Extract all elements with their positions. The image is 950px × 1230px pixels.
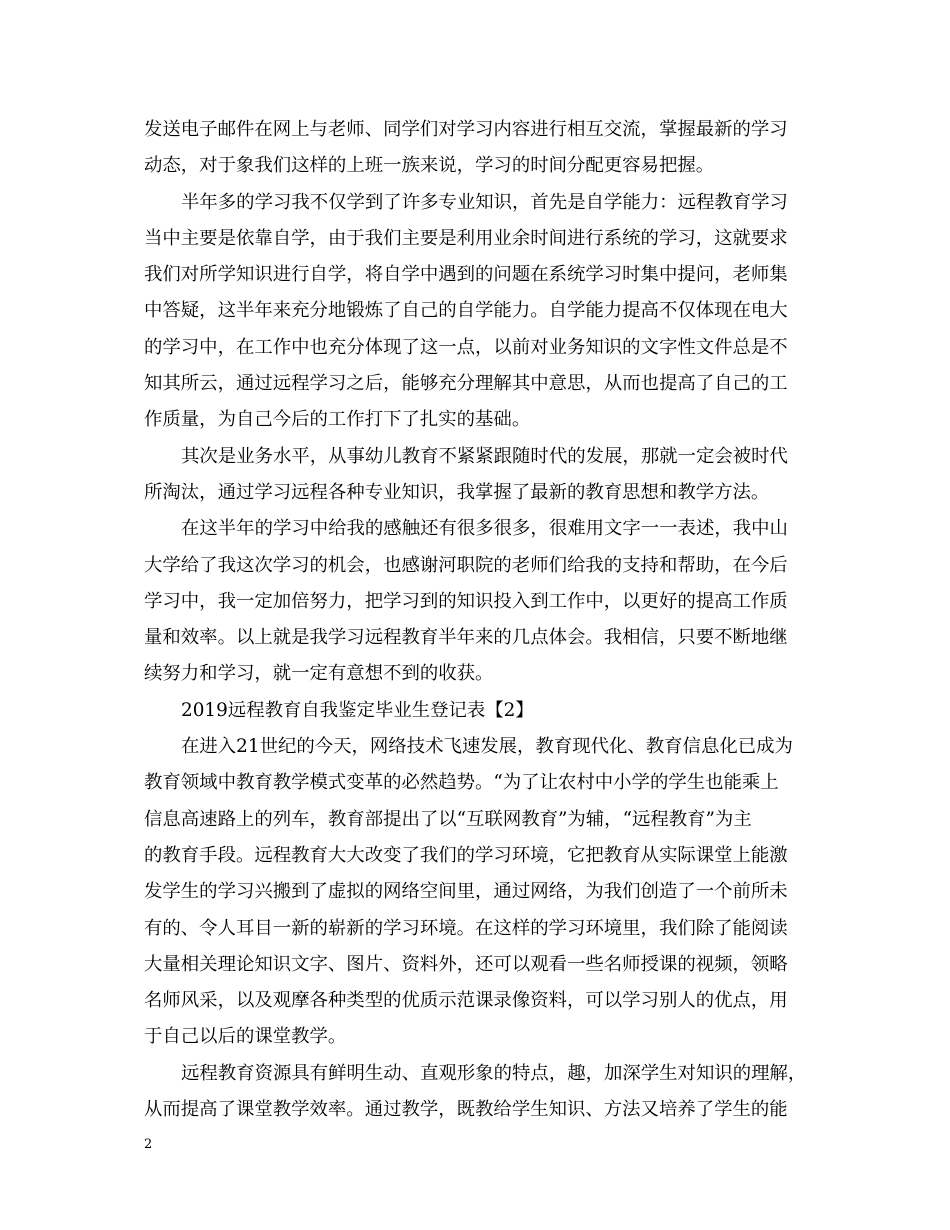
text-line: 知其所云，通过远程学习之后，能够充分理解其中意思，从而也提高了自己的工 (144, 373, 788, 395)
text-line: 半年多的学习我不仅学到了许多专业知识，首先是自学能力：远程教育学习 (181, 191, 788, 213)
text-line: 学习中，我一定加倍努力，把学习到的知识投入到工作中，以更好的提高工作质 (144, 590, 788, 612)
paragraph (144, 511, 824, 692)
paragraph (144, 439, 824, 512)
text-line: 大量相关理论知识文字、图片、资料外，还可以观看一些名师授课的视频，领略 (144, 953, 788, 975)
text-line: 发送电子邮件在网上与老师、同学们对学习内容进行相互交流，掌握最新的学习 (144, 119, 788, 140)
paragraph (144, 1056, 824, 1129)
page-number: 2 (144, 1137, 153, 1152)
text-line: 当中主要是依靠自学，由于我们主要是利用业余时间进行系统的学习，这就要求 (144, 227, 788, 249)
text-line: 名师风采，以及观摩各种类型的优质示范课录像资料，可以学习别人的优点，用 (144, 990, 788, 1012)
text-line: 续努力和学习，就一定有意想不到的收获。 (144, 663, 494, 685)
text-line: 的教育手段。远程教育大大改变了我们的学习环境，它把教育从实际课堂上能激 (144, 844, 788, 866)
text-line: 在进入21世纪的今天，网络技术飞速发展，教育现代化、教育信息化已成为 (181, 736, 793, 758)
text-line: 信息高速路上的列车，教育部提出了以“互联网教育”为辅，“远程教育”为主 (144, 808, 752, 830)
text-line: 远程教育资源具有鲜明生动、直观形象的特点，趣，加深学生对知识的理解， (181, 1062, 807, 1084)
text-line: 有的、令人耳目一新的崭新的学习环境。在这样的学习环境里，我们除了能阅读 (144, 917, 788, 939)
text-line: 中答疑，这半年来充分地锻炼了自己的自学能力。自学能力提高不仅体现在电大 (144, 300, 788, 322)
paragraph (144, 729, 824, 1056)
text-line: 从而提高了课堂教学效率。通过教学，既教给学生知识、方法又培养了学生的能 (144, 1099, 788, 1121)
body-text (144, 112, 824, 1128)
text-line: 作质量，为自己今后的工作打下了扎实的基础。 (144, 409, 531, 431)
text-line: 动态，对于象我们这样的上班一族来说，学习的时间分配更容易把握。 (144, 155, 715, 177)
paragraph (144, 112, 824, 185)
text-line: 的学习中，在工作中也充分体现了这一点，以前对业务知识的文字性文件总是不 (144, 336, 788, 358)
text-line: 所淘汰，通过学习远程各种专业知识，我掌握了最新的教育思想和教学方法。 (144, 481, 770, 503)
paragraph (144, 693, 824, 729)
text-line: 量和效率。以上就是我学习远程教育半年来的几点体会。我相信，只要不断地继 (144, 627, 788, 649)
text-line: 发学生的学习兴搬到了虚拟的网络空间里，通过网络，为我们创造了一个前所未 (144, 881, 788, 903)
text-line: 大学给了我这次学习的机会，也感谢河职院的老师们给我的支持和帮助，在今后 (144, 554, 788, 576)
paragraph (144, 185, 824, 439)
text-line: 于自己以后的课堂教学。 (144, 1026, 347, 1048)
text-line: 我们对所学知识进行自学，将自学中遇到的问题在系统学习时集中提问，老师集 (144, 264, 788, 286)
text-line: 在这半年的学习中给我的感触还有很多很多，很难用文字一一表述，我中山 (181, 518, 788, 540)
text-line: 其次是业务水平，从事幼儿教育不紧紧跟随时代的发展，那就一定会被时代 (181, 445, 788, 467)
text-line: 2019远程教育自我鉴定毕业生登记表【2】 (181, 699, 534, 721)
text-line: 教育领域中教育教学模式变革的必然趋势。“为了让农村中小学的学生也能乘上 (144, 772, 779, 794)
